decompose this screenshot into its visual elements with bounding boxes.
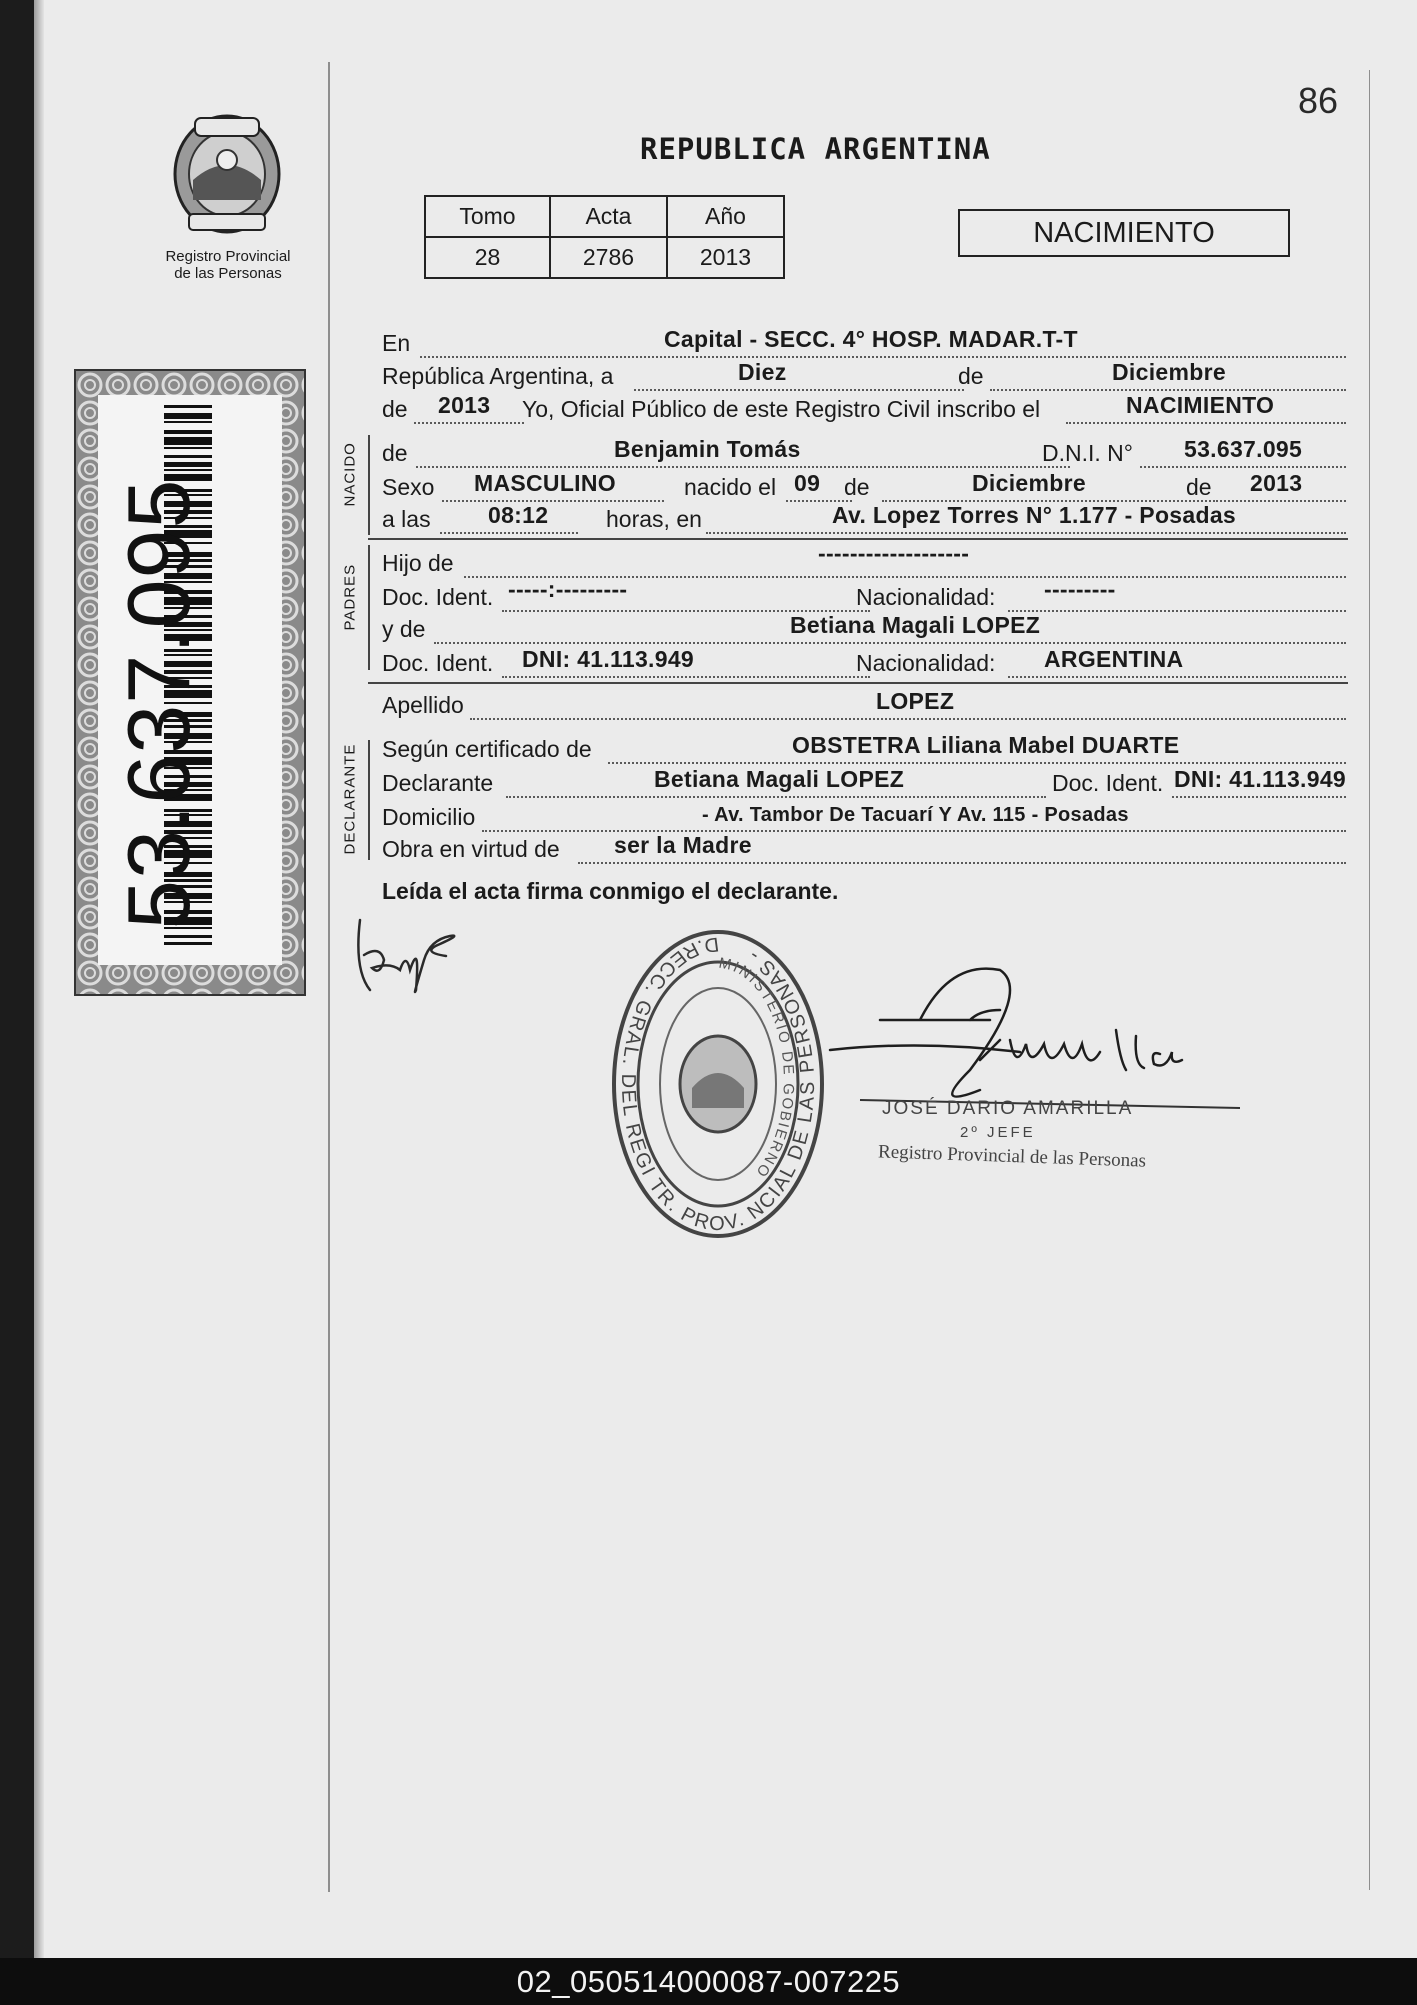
barcode-bar [164, 935, 212, 938]
value-lugar-nac: Av. Lopez Torres N° 1.177 - Posadas [832, 502, 1237, 528]
label-de: de [958, 363, 984, 389]
dotted-line [502, 676, 870, 678]
value-padre-nac: --------- [1044, 576, 1116, 602]
dotted-line [482, 830, 1346, 832]
value-madre-doc: DNI: 41.113.949 [522, 646, 695, 672]
label-apellido: Apellido [382, 692, 464, 718]
official-stamp [608, 918, 828, 1238]
dotted-line [706, 532, 1346, 534]
dotted-line [416, 466, 1070, 468]
logo-caption-line2: de las Personas [174, 265, 282, 282]
dotted-line [414, 422, 524, 424]
dotted-line [440, 532, 578, 534]
bracket-padres [368, 545, 370, 670]
row-inscripcion [382, 392, 1346, 428]
value-nombre: Benjamin Tomás [614, 436, 801, 462]
section-label-nacido: NACIDO [341, 442, 359, 507]
label-nacido-el: nacido el [684, 474, 777, 500]
right-margin-line [1369, 70, 1370, 1890]
dni-sticker [74, 369, 306, 996]
separator-padres [368, 682, 1348, 684]
value-hora: 08:12 [488, 502, 549, 528]
row-madre-doc [382, 646, 1346, 682]
dotted-line [470, 718, 1346, 720]
value-padre: ------------------- [818, 540, 970, 566]
official-name: JOSÉ DARIO AMARILLA [882, 1098, 1134, 1119]
label-domicilio: Domicilio [382, 804, 476, 830]
bracket-nacido [368, 435, 370, 535]
row-nombre [382, 436, 1346, 472]
logo-caption-line1: Registro Provincial [165, 248, 291, 265]
row-obra [382, 832, 1346, 868]
dotted-line [1008, 676, 1346, 678]
label-de: de [382, 396, 408, 422]
value-anio-nac: 2013 [1250, 470, 1303, 496]
col-header-anio: Año [667, 196, 784, 237]
label-declarante: Declarante [382, 770, 494, 796]
dotted-line [434, 642, 1346, 644]
barcode-bar [164, 462, 212, 467]
value-declarante-doc: DNI: 41.113.949 [1174, 766, 1347, 792]
label-de: de [844, 474, 870, 500]
scan-edge-strip [0, 0, 34, 1960]
value-madre-nac: ARGENTINA [1044, 646, 1184, 672]
province-seal-logo [165, 110, 289, 238]
cell-tomo: 28 [425, 237, 550, 278]
barcode-bar [164, 455, 212, 458]
dotted-line [1172, 796, 1346, 798]
side-dni-number: 53.637.095 [109, 478, 208, 929]
scan-shadow [34, 0, 44, 1960]
dotted-line [608, 762, 1346, 764]
value-apellido: LOPEZ [876, 688, 955, 714]
dotted-line [634, 389, 964, 391]
doc-type-box: NACIMIENTO [958, 209, 1290, 257]
label-sexo: Sexo [382, 474, 435, 500]
declarant-signature [350, 900, 470, 1010]
label-republica: República Argentina, a [382, 363, 614, 389]
logo-caption [138, 248, 318, 282]
label-doc-ident-declarante: Doc. Ident. [1052, 770, 1164, 796]
label-obra: Obra en virtud de [382, 836, 560, 862]
record-table-value-row [425, 237, 784, 278]
row-hora [382, 502, 1346, 538]
section-label-padres: PADRES [341, 563, 359, 631]
value-dia-letras: Diez [738, 359, 787, 385]
section-label-declarante: DECLARANTE [341, 743, 359, 855]
row-apellido [382, 688, 1346, 724]
barcode-bar [164, 942, 212, 945]
dotted-line [990, 389, 1346, 391]
value-anio: 2013 [438, 392, 491, 418]
value-mes-nac: Diciembre [972, 470, 1086, 496]
row-domicilio [382, 804, 1346, 836]
label-hijo-de: Hijo de [382, 550, 454, 576]
dotted-line [1220, 500, 1346, 502]
official-role: 2º JEFE [960, 1124, 1036, 1141]
label-segun: Según certificado de [382, 736, 592, 762]
dotted-line [1008, 610, 1346, 612]
label-doc-ident: Doc. Ident. [382, 650, 494, 676]
row-declarante [382, 766, 1347, 802]
barcode-bar [164, 447, 212, 449]
official-office: Registro Provincial de las Personas [877, 1141, 1147, 1172]
label-nacionalidad: Nacionalidad: [856, 650, 996, 676]
value-acto: NACIMIENTO [1126, 392, 1275, 418]
row-madre [382, 612, 1346, 648]
label-nacionalidad: Nacionalidad: [856, 584, 996, 610]
dotted-line [506, 796, 1046, 798]
row-fecha [382, 359, 1346, 395]
value-dni: 53.637.095 [1184, 436, 1303, 462]
value-madre: Betiana Magali LOPEZ [790, 612, 1041, 638]
dotted-line [578, 862, 1346, 864]
row-lugar [382, 326, 1346, 362]
label-y-de: y de [382, 616, 426, 642]
barcode-bar [164, 421, 212, 423]
label-dni: D.N.I. N° [1042, 440, 1133, 466]
cell-anio: 2013 [667, 237, 784, 278]
value-obra: ser la Madre [614, 832, 752, 858]
bracket-declarante [368, 740, 370, 860]
barcode-bar [164, 413, 212, 419]
value-domicilio: - Av. Tambor De Tacuarí Y Av. 115 - Posadas [702, 804, 1129, 826]
closing-statement: Leída el acta firma conmigo el declarante. [382, 878, 839, 904]
col-header-tomo: Tomo [425, 196, 550, 237]
col-header-acta: Acta [550, 196, 667, 237]
stamp-inner-text: MINISTERIO DE GOBIERNO [717, 954, 798, 1182]
footer-code: 02_050514000087-007225 [0, 1958, 1417, 2005]
value-padre-doc: -----:--------- [508, 576, 628, 602]
label-yo: Yo, Oficial Público de este Registro Civil inscribo el [522, 396, 1041, 422]
barcode-bar [164, 437, 212, 445]
barcode-bar [164, 430, 212, 434]
value-declarante: Betiana Magali LOPEZ [654, 766, 905, 792]
value-lugar: Capital - SECC. 4° HOSP. MADAR.T-T [664, 326, 1078, 352]
label-de: de [1186, 474, 1212, 500]
label-a-las: a las [382, 506, 431, 532]
label-de: de [382, 440, 408, 466]
value-sexo: MASCULINO [474, 470, 616, 496]
barcode-bar [164, 469, 212, 471]
row-certificado [382, 732, 1346, 768]
value-dia-nac: 09 [794, 470, 821, 496]
dotted-line [442, 500, 664, 502]
dotted-line [1066, 422, 1346, 424]
dotted-line [420, 356, 1346, 358]
label-horas-en: horas, en [606, 506, 702, 532]
dotted-line [1140, 466, 1346, 468]
page-title: REPUBLICA ARGENTINA [640, 132, 991, 166]
value-mes: Diciembre [1112, 359, 1226, 385]
barcode-bar [164, 405, 212, 408]
label-en: En [382, 330, 411, 356]
record-table [424, 195, 785, 279]
record-table-header-row [425, 196, 784, 237]
value-certificado: OBSTETRA Liliana Mabel DUARTE [792, 732, 1180, 758]
cell-acta: 2786 [550, 237, 667, 278]
label-doc-ident: Doc. Ident. [382, 584, 494, 610]
stamp-outer-text: D.RECC. GRAL. DEL REGI TR. PROV. NCIAL DE LAS PERSONAS - [616, 932, 820, 1236]
page-number: 86 [1298, 80, 1339, 121]
left-margin-line [328, 62, 330, 1892]
